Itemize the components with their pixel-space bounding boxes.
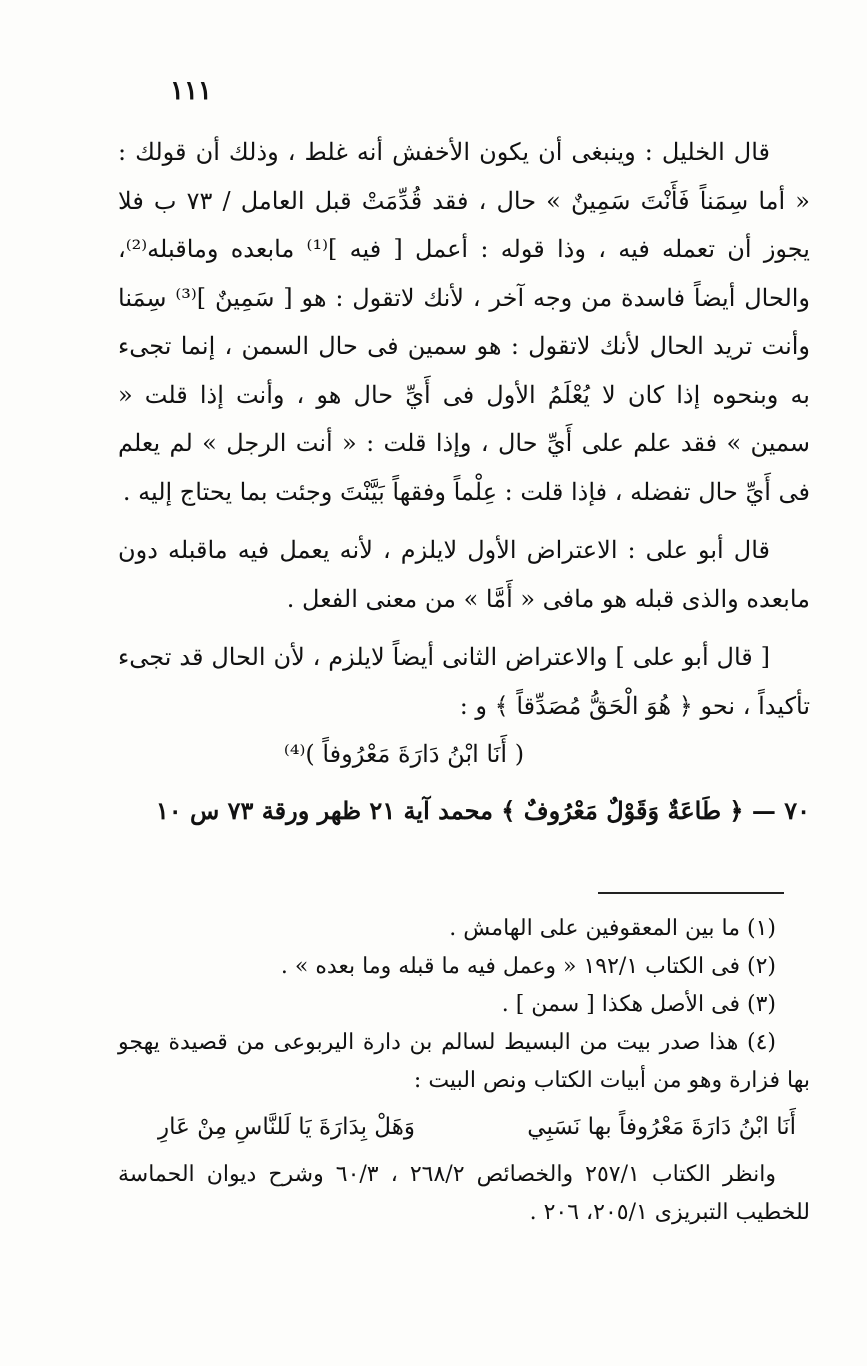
text-line: وإذا قلت : « أنت الرجل » لم يعلم فى أَيِّ حال تفضله ، فإذا قلت : عِلْماً وفقهاً [118, 429, 810, 506]
text-line: فاسدة من وجه آخر ، لأنك لاتقول : هو [ سَمِينٌ ]⁽³⁾ سِمَنا وأنت تريد الحال [118, 283, 811, 360]
text-line: قال أبو على : الاعتراض الأول لايلزم ، لأنه يعمل فيه ماقبله دون مابعده [118, 536, 810, 613]
text-line: قال الخليل : وينبغى أن يكون الأخفش أنه غلط ، وذلك أن قولك : [118, 138, 770, 166]
footnotes [118, 910, 810, 1232]
footnote-2: (٢) فى الكتاب ١٩٢/١ « وعمل فيه ما قبله وما بعده » . [280, 954, 776, 979]
text-line: بَيَّنْتَ وجئت بما يحتاج إليه . [122, 477, 385, 506]
verse-70-line: ٧٠ — ﴿ طَاعَةٌ وَقَوْلٌ مَعْرُوفٌ ﴾ محمد آية ٢١ ظهر ورقة ٧٣ س ١٠ [155, 795, 810, 825]
footnote-references: وانظر الكتاب ٢٥٧/١ والخصائص ٢٦٨/٢ ، ٦٠/٣ وشرح ديوان الحماسة للخطيب التبريزى ٢٠٥/١، ٢٠٦ . [118, 1162, 810, 1225]
page-number: ١١١ [170, 76, 212, 106]
text-line: [ قال أبو على ] والاعتراض الثانى أيضاً لايلزم ، لأن الحال قد تجىء [118, 643, 770, 671]
paragraph-abu-ali-1 [118, 526, 810, 623]
text-line: الأول فى أَيِّ حال هو ، وأنت إذا قلت « سمين » فقد علم على أَيِّ حال ، [118, 380, 810, 457]
text-line: « أما سِمَناً فَأَنْتَ سَمِينٌ » حال ، فقد قُدِّمَتْ قبل العامل / ٧٣ ب فلا يجوز [118, 186, 810, 263]
verse-first-hemistich: أَنَا ابْنُ دَارَةَ مَعْرُوفاً بها نَسَبِي [527, 1114, 796, 1140]
footnote-1: (١) ما بين المعقوفين على الهامش . [449, 916, 776, 941]
paragraph-abu-ali-2 [118, 633, 810, 730]
footnote-verse [118, 1108, 810, 1146]
quoted-verse: ( أَنَا ابْنُ دَارَةَ مَعْرُوفاً )⁽⁴⁾ [283, 740, 525, 768]
footnote-4: (٤) هذا صدر بيت من البسيط لسالم بن دارة اليربوعى من قصيدة يهجو بها فزارة وهو من أبيات الكتاب ونص البيت : [118, 1030, 810, 1093]
paragraph-khalil [118, 128, 810, 516]
text-line: والذى قبله هو مافى « أَمَّا » من معنى الفعل . [286, 584, 739, 613]
text-line: لأنك لاتقول : هو سمين فى حال السمن ، إنما تجىء به وبنحوه إذا كان لا يُعْلَمُ [118, 332, 810, 409]
main-text [118, 128, 810, 835]
footnote-divider [598, 892, 784, 894]
footnote-3: (٣) فى الأصل هكذا [ سمن ] . [501, 992, 776, 1017]
verse-second-hemistich: وَهَلْ بِدَارَةَ يَا لَلنَّاسِ مِنْ عَارِ [158, 1114, 415, 1140]
text-line: أن تعمله فيه ، وذا قوله : أعمل [ فيه ]⁽¹⁾ مابعده وماقبله⁽²⁾، والحال أيضاً [118, 235, 811, 312]
text-line: تأكيداً ، نحو ﴿ هُوَ الْحَقُّ مُصَدِّقاً ﴾ و : [459, 691, 810, 720]
